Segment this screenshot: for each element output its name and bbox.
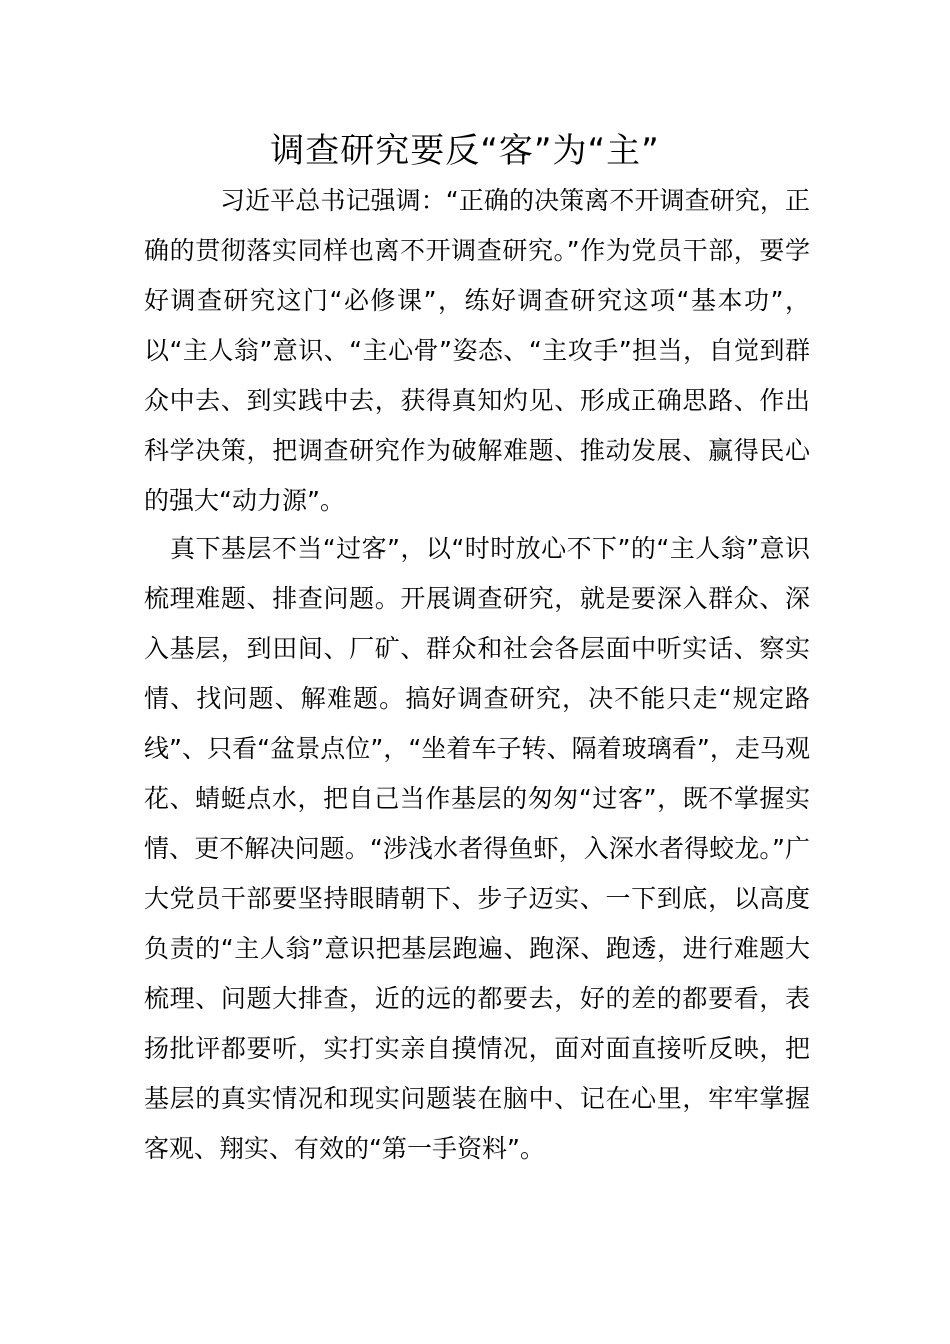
paragraph-intro: 习近平总书记强调：“正确的决策离不开调查研究，正确的贯彻落实同样也离不开调查研究。”作为党员干部，要学好调查研究这门“必修课”，练好调查研究这项“基本功”，以“主人翁”意识、“主心骨”姿态、“主攻手”担当，自觉到群众中去、到实践中去，获得真知灼见、形成正确思路、作出科学决策，把调查研究作为破解难题、推动发展、赢得民心的强大“动力源”。 xyxy=(144,186,810,515)
paragraph-grassroots: 真下基层不当“过客”，以“时时放心不下”的“主人翁”意识梳理难题、排查问题。开展调查研究，就是要深入群众、深入基层，到田间、厂矿、群众和社会各层面中听实话、察实情、找问题、解难题。搞好调查研究，决不能只走“规定路线”、只看“盆景点位”，“坐着车子转、隔着玻璃看”，走马观花、蜻蜓点水，把自己当作基层的匆匆“过客”，既不掌握实情、更不解决问题。“涉浅水者得鱼虾，入深水者得蛟龙。”广大党员干部要坚持眼睛朝下、步子迈实、一下到底，以高度负责的“主人翁”意识把基层跑遍、跑深、跑透，进行难题大梳理、问题大排查，近的远的都要去，好的差的都要看，表扬批评都要听，实打实亲自摸情况，面对面直接听反映，把基层的真实情况和现实问题装在脑中、记在心里，牢牢掌握客观、翔实、有效的“第一手资料”。 xyxy=(144,534,810,1163)
document-title: 调查研究要反“客”为“主” xyxy=(270,131,660,171)
